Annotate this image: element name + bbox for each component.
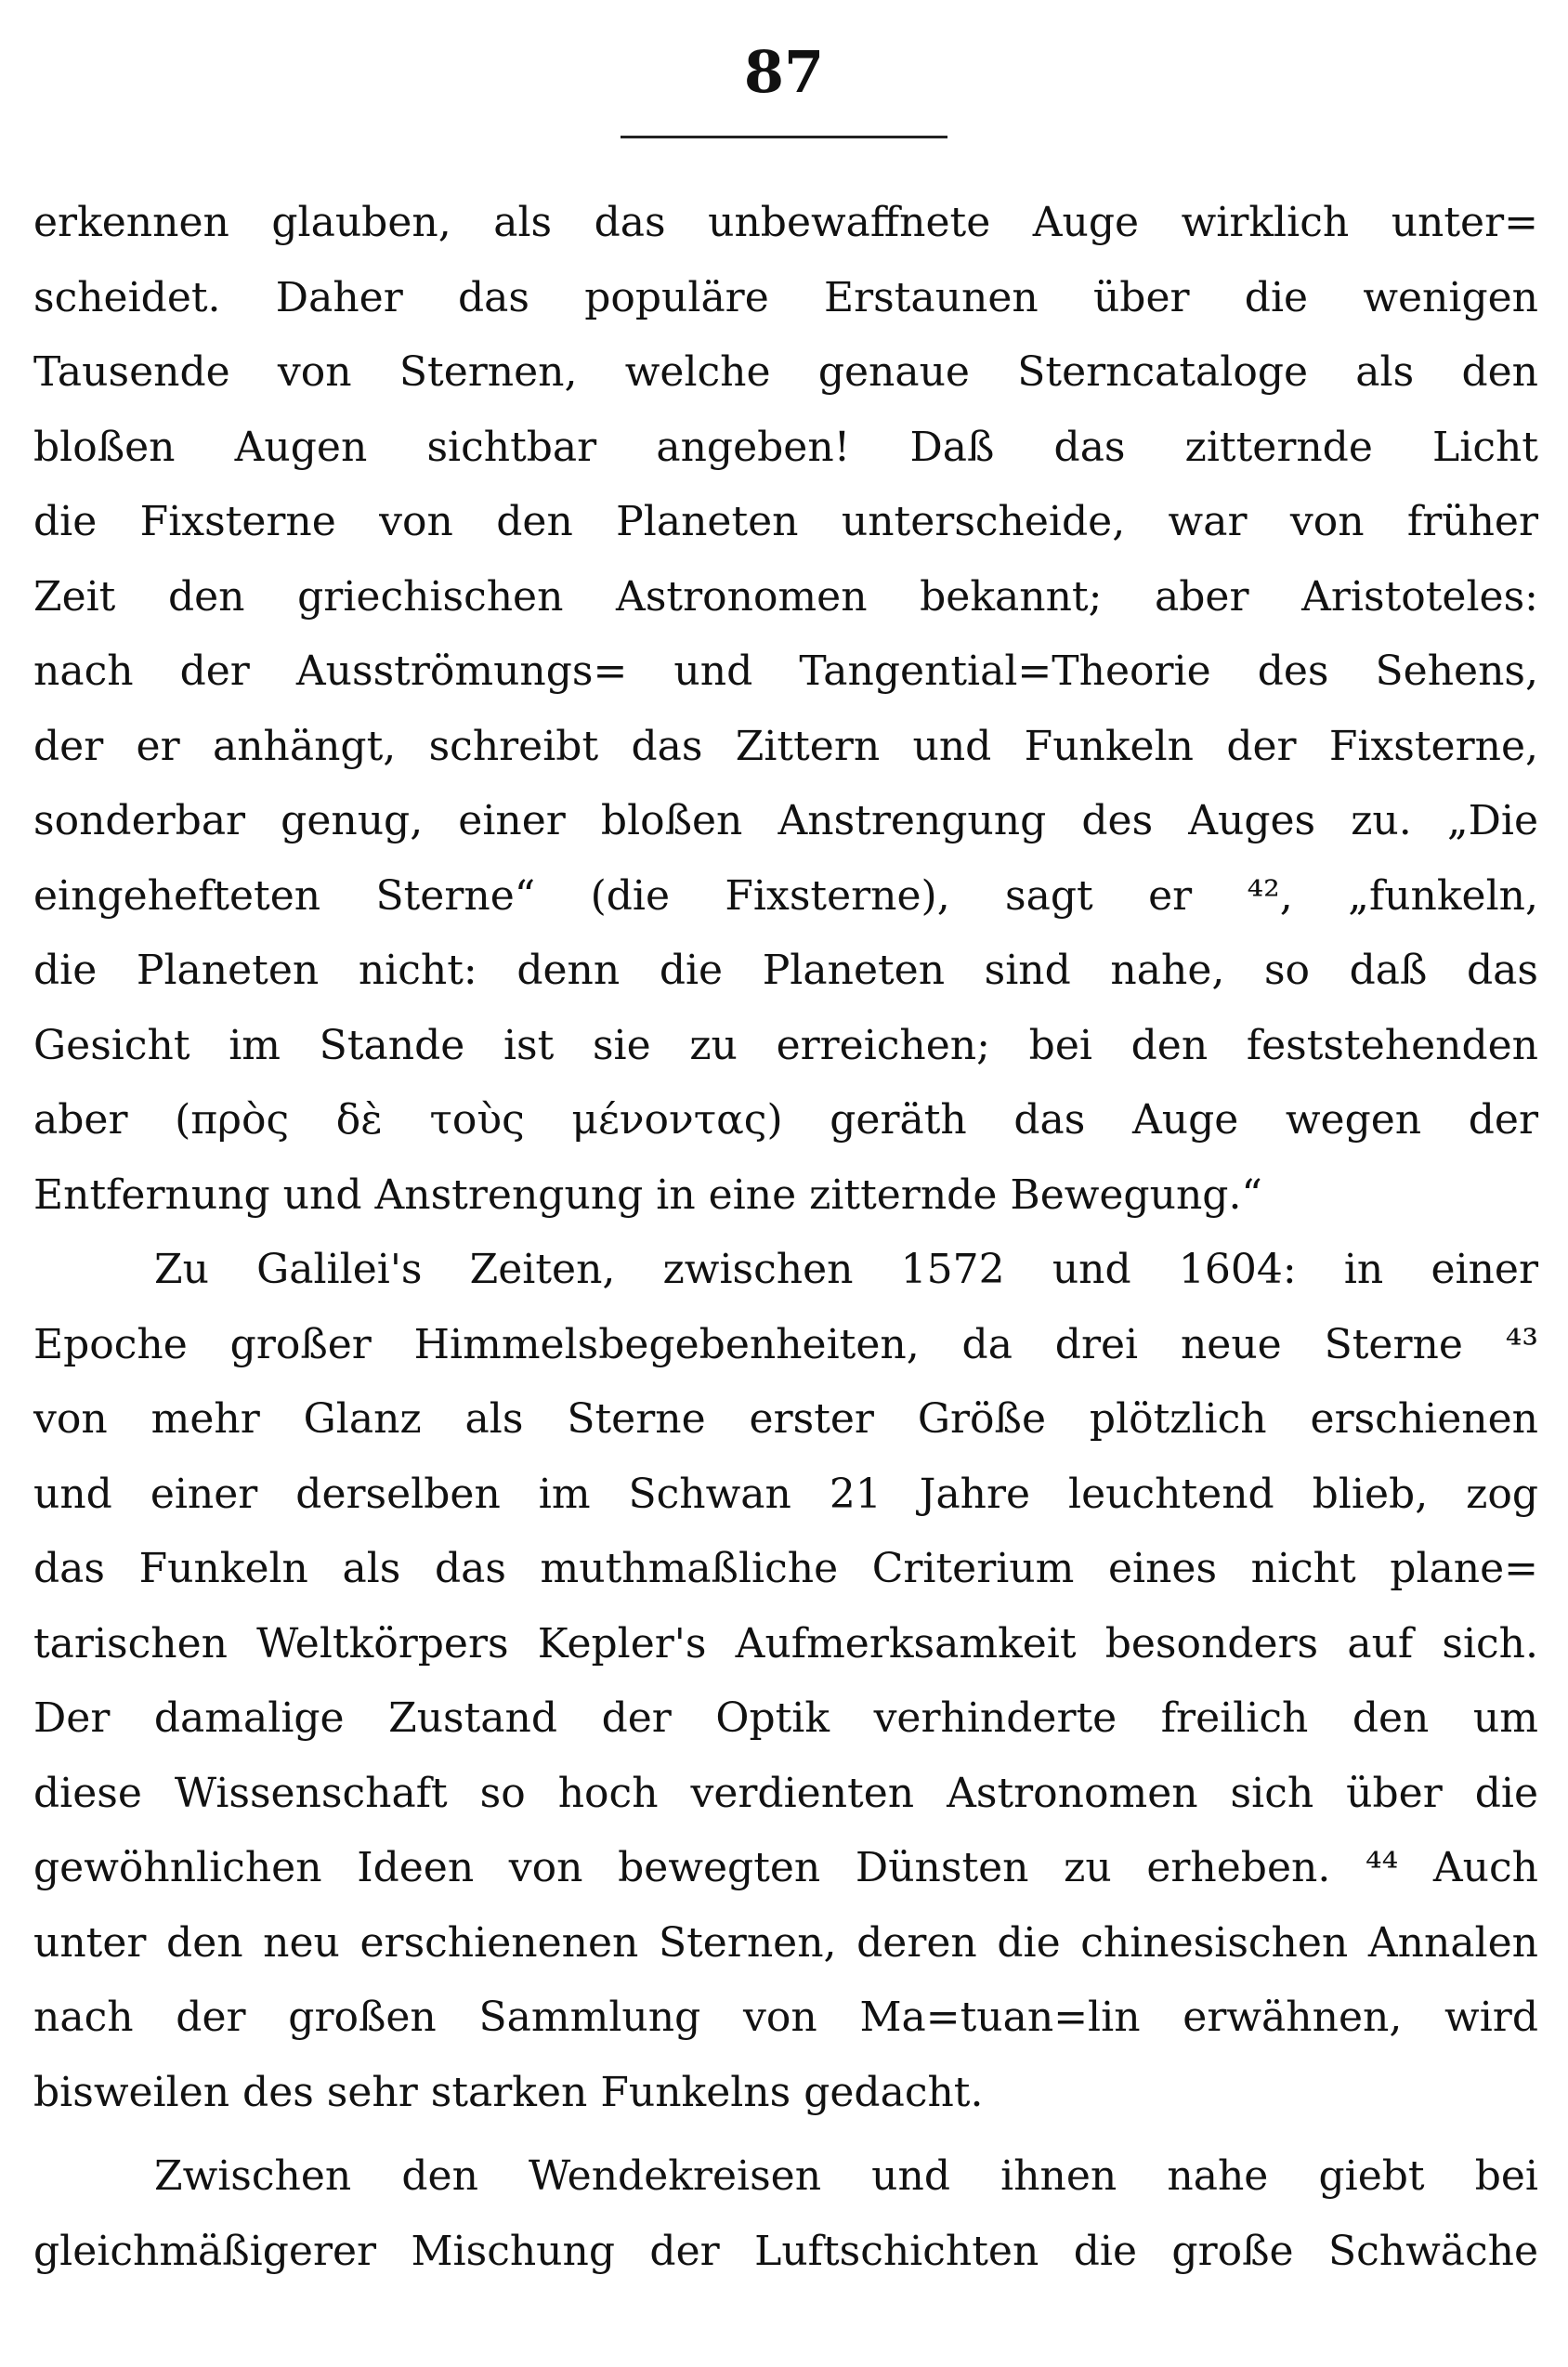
text-line: bisweilen des sehr starken Funkelns gedacht. (33, 2068, 984, 2116)
text-line: Entfernung und Anstrengung in eine zitternde Bewegung.“ (33, 1170, 1262, 1219)
text-line: die Fixsterne von den Planeten unterscheide, war von früher (33, 498, 1538, 545)
text-line: nach der Ausströmungs= und Tangential=Theorie des Sehens, (33, 647, 1538, 695)
text-line: Gesicht im Stande ist sie zu erreichen; bei den feststehenden (33, 1021, 1538, 1069)
paragraph-spacer (33, 2130, 1538, 2139)
text-line: Der damalige Zustand der Optik verhinderte freilich den um (33, 1694, 1538, 1742)
text-line: aber (πρὸς δὲ τοὺς μένοντας) geräth das Auge wegen der (33, 1096, 1538, 1144)
text-line: Epoche großer Himmelsbegebenheiten, da drei neue Sterne ⁴³ (33, 1320, 1538, 1368)
text-line: Zu Galilei's Zeiten, zwischen 1572 und 1604: in einer (154, 1246, 1538, 1293)
text-line: unter den neu erschienenen Sternen, deren die chinesischen Annalen (33, 1918, 1538, 1967)
text-line: Zwischen den Wendekreisen und ihnen nahe giebt bei (154, 2152, 1538, 2200)
text-line: erkennen glauben, als das unbewaffnete Auge wirklich unter= (33, 199, 1538, 246)
text-line: Zeit den griechischen Astronomen bekannt; aber Aristoteles: (33, 572, 1538, 621)
text-line: und einer derselben im Schwan 21 Jahre leuchtend blieb, zog (33, 1470, 1538, 1518)
text-line: gewöhnlichen Ideen von bewegten Dünsten zu erheben. ⁴⁴ Auch (33, 1844, 1538, 1891)
text-line: eingehefteten Sterne“ (die Fixsterne), sagt er ⁴², „funkeln, (33, 871, 1538, 920)
text-line: das Funkeln als das muthmaßliche Criterium eines nicht plane= (33, 1545, 1538, 1592)
text-line: nach der großen Sammlung von Ma=tuan=lin erwähnen, wird (33, 1994, 1538, 2041)
text-line: scheidet. Daher das populäre Erstaunen über die wenigen (33, 273, 1538, 321)
header-rule (621, 136, 947, 138)
text-line: der er anhängt, schreibt das Zittern und Funkeln der Fixsterne, (33, 722, 1538, 770)
body-text (33, 186, 1538, 2289)
text-line: sonderbar genug, einer bloßen Anstrengung des Auges zu. „Die (33, 797, 1538, 844)
paragraph-2 (33, 1233, 1538, 2130)
page-number: 87 (743, 38, 825, 106)
paragraph-3 (33, 2139, 1538, 2289)
paragraph-1 (33, 186, 1538, 1233)
text-line: gleichmäßigerer Mischung der Luftschichten die große Schwäche (33, 2227, 1538, 2275)
text-line: bloßen Augen sichtbar angeben! Daß das zitternde Licht (33, 423, 1538, 471)
text-line: tarischen Weltkörpers Kepler's Aufmerksamkeit besonders auf sich. (33, 1619, 1538, 1667)
text-line: von mehr Glanz als Sterne erster Größe plötzlich erschienen (33, 1395, 1538, 1443)
text-line: die Planeten nicht: denn die Planeten sind nahe, so daß das (33, 947, 1538, 994)
text-line: Tausende von Sternen, welche genaue Sterncataloge als den (33, 348, 1538, 396)
text-line: diese Wissenschaft so hoch verdienten Astronomen sich über die (33, 1769, 1538, 1817)
